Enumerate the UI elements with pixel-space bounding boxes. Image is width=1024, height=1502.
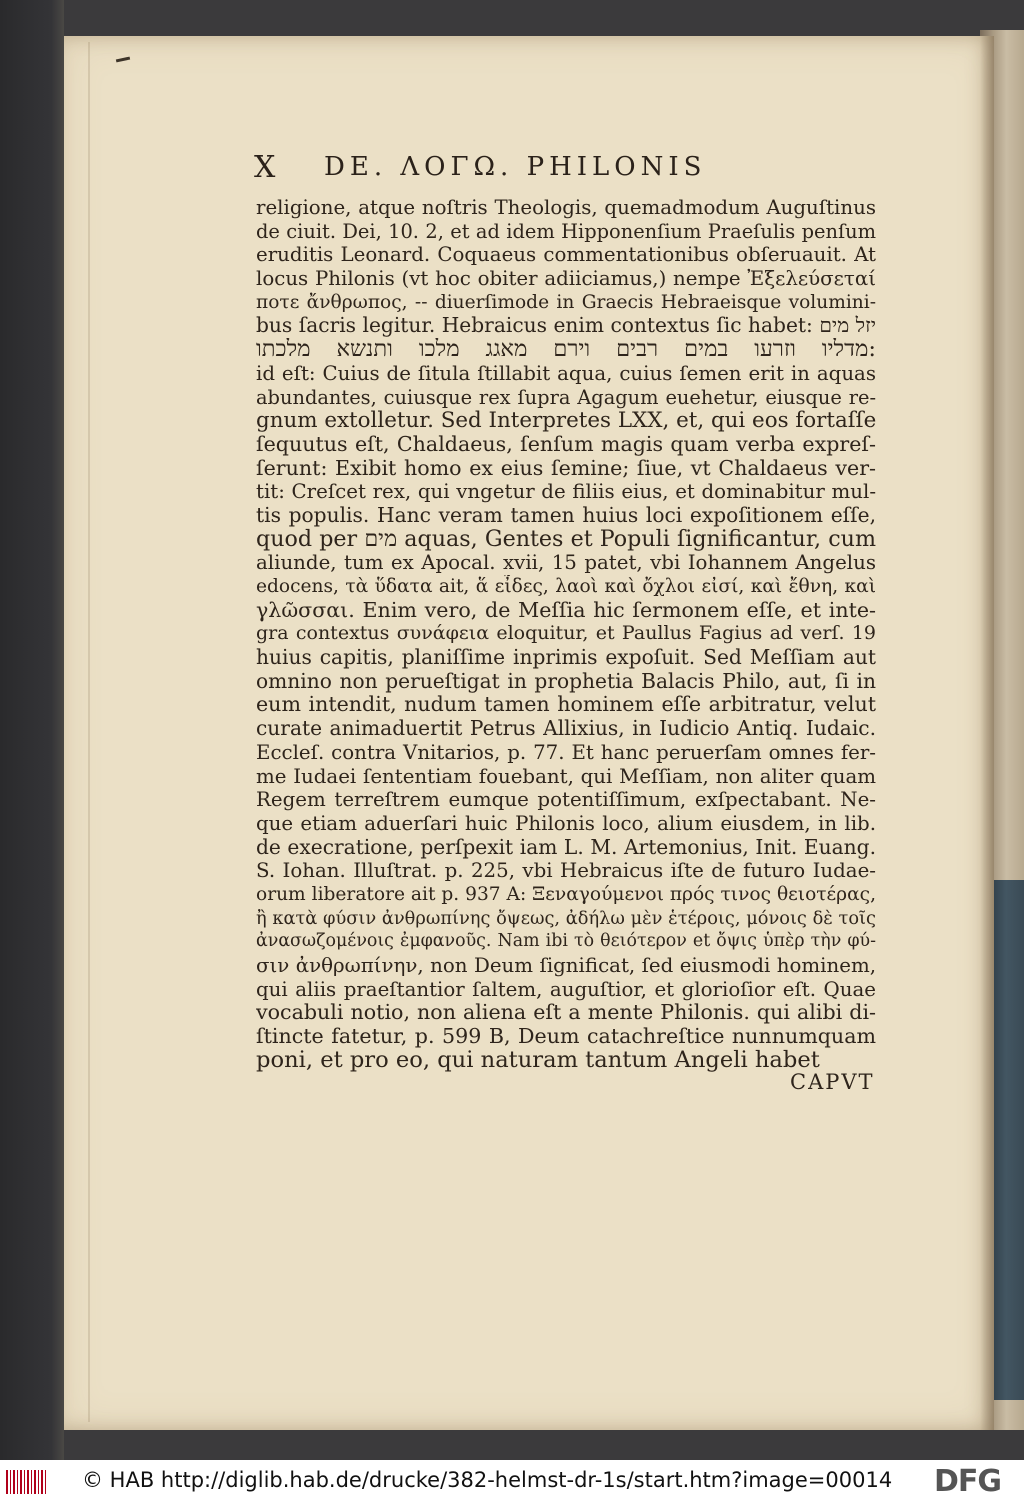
- left-scan-edge: [0, 0, 64, 1460]
- running-header: [254, 150, 878, 190]
- text-line: locus Philonis (vt hoc obiter adiiciamus,) nempe Ἐξελεύσεταί: [256, 267, 876, 291]
- text-line: ἢ κατὰ φύσιν ἀνθρωπίνης ὄψεως, ἀδήλω μὲν ἑτέροις, μόνοις δὲ τοῖς: [256, 907, 876, 929]
- text-line: tit: Creſcet rex, qui vngetur de filiis eius, et dominabitur mul-: [256, 480, 876, 504]
- text-line: eum intendit, nudum tamen hominem eſſe arbitratur, velut: [256, 693, 876, 717]
- text-line: ποτε ἄνθρωπος, -- diuerſimode in Graecis Hebraeisque volumini-: [256, 291, 876, 313]
- text-line: poni, et pro eo, qui naturam tantum Angeli habet: [256, 1048, 820, 1073]
- text-line: σιν ἀνθρωπίνην, non Deum ſignificat, ſed eiusmodi hominem,: [256, 954, 876, 977]
- text-line: huius capitis, planiſſime inprimis expoſuit. Sed Meſſiam aut: [256, 646, 876, 670]
- text-line: aliunde, tum ex Apocal. xvii, 15 patet, vbi Iohannem Angelus: [256, 551, 876, 575]
- text-line: מדליו וזרעו במים רבים וירם מאגג מלכו ותנשא מלכתו:: [256, 338, 876, 362]
- text-line: ſequutus eſt, Chaldaeus, ſenſum magis quam verba expreſ-: [256, 432, 876, 456]
- text-line: quod per מים aquas, Gentes et Populi ſignificantur, cum: [256, 527, 876, 552]
- text-line: que etiam aduerſari huic Philonis loco, alium eiusdem, in lib.: [256, 811, 876, 835]
- text-line: gnum extolletur. Sed Interpretes LXX, et, qui eos fortaſſe: [256, 409, 876, 433]
- barcode-icon: [6, 1470, 46, 1494]
- text-line: ἀνασωζομένοις ἐμφανοῦς. Nam ibi τὸ θειότερον et ὄψις ὑπὲρ τὴν φύ-: [256, 931, 876, 952]
- running-title: DE. ΛΟΓΩ. PHILONIS: [324, 152, 707, 182]
- text-line: de ciuit. Dei, 10. 2, et ad idem Hipponenſium Praeſulis penſum: [256, 219, 876, 243]
- text-line: religione, atque noſtris Theologis, quemadmodum Auguſtinus: [256, 196, 876, 219]
- text-line: ſerunt: Exibit homo ex eius ſemine; ſiue, vt Chaldaeus ver-: [256, 456, 876, 480]
- text-line: abundantes, cuiusque rex ſupra Agagum euehetur, eiusque re-: [256, 385, 876, 409]
- text-line: orum liberatore ait p. 937 A: Ξεναγούμενοι πρός τινος θειοτέρας,: [256, 883, 876, 905]
- text-line: Eccleſ. contra Vnitarios, p. 77. Et hanc peruerſam omnes fer-: [256, 740, 876, 764]
- copyright-url: © HAB http://diglib.hab.de/drucke/382-helmst-dr-1s/start.htm?image=00014: [82, 1468, 893, 1492]
- text-line: id eſt: Cuius de ſitula ſtillabit aqua, cuius ſemen erit in aquas: [256, 361, 876, 385]
- text-line: bus ſacris legitur. Hebraicus enim contextus ſic habet: יזל מים: [256, 314, 876, 338]
- text-line: de execratione, perſpexit iam L. M. Artemonius, Init. Euang.: [256, 835, 876, 859]
- text-line: S. Iohan. Illuſtrat. p. 225, vbi Hebraicus iſte de futuro Iudae-: [256, 859, 876, 883]
- text-line: ſtincte fatetur, p. 599 B, Deum catachreſtice nunnumquam: [256, 1025, 876, 1049]
- text-line: tis populis. Hanc veram tamen huius loci expoſitionem eſſe,: [256, 503, 876, 527]
- dfg-logo: DFG: [934, 1464, 1002, 1499]
- text-line: curate animaduertit Petrus Allixius, in Iudicio Antiq. Iudaic.: [256, 717, 876, 741]
- footer-bar: [0, 1460, 1024, 1502]
- text-line: Regem terreſtrem eumque potentiſſimum, exſpectabant. Ne-: [256, 788, 876, 812]
- text-line: eruditis Leonard. Coquaeus commentationibus obſeruauit. At: [256, 243, 876, 267]
- text-line: edocens, τὰ ὕδατα ait, ἅ εἶδες, λαοὶ καὶ ὄχλοι εἰσί, καὶ ἔθνη, καὶ: [256, 576, 876, 597]
- text-line: vocabuli notio, non aliena eſt a mente Philonis. qui alibi di-: [256, 1001, 876, 1025]
- text-line: γλῶσσαι. Enim vero, de Meſſia hic ſermonem eſſe, et inte-: [256, 598, 876, 622]
- page-folio: X: [254, 150, 277, 185]
- text-line: gra contextus συνάφεια eloquitur, et Paullus Fagius ad verſ. 19: [256, 622, 876, 645]
- text-line: omnino non perueſtigat in prophetia Balacis Philo, aut, ſi in: [256, 669, 876, 693]
- catchword: CAPVT: [790, 1070, 875, 1094]
- text-line: me Iudaei ſententiam fouebant, qui Meſſiam, non aliter quam: [256, 764, 876, 788]
- text-line: qui aliis praeſtantior ſaltem, auguſtior, et glorioſior eſt. Quae: [256, 977, 876, 1001]
- body-text-block: [256, 196, 876, 1072]
